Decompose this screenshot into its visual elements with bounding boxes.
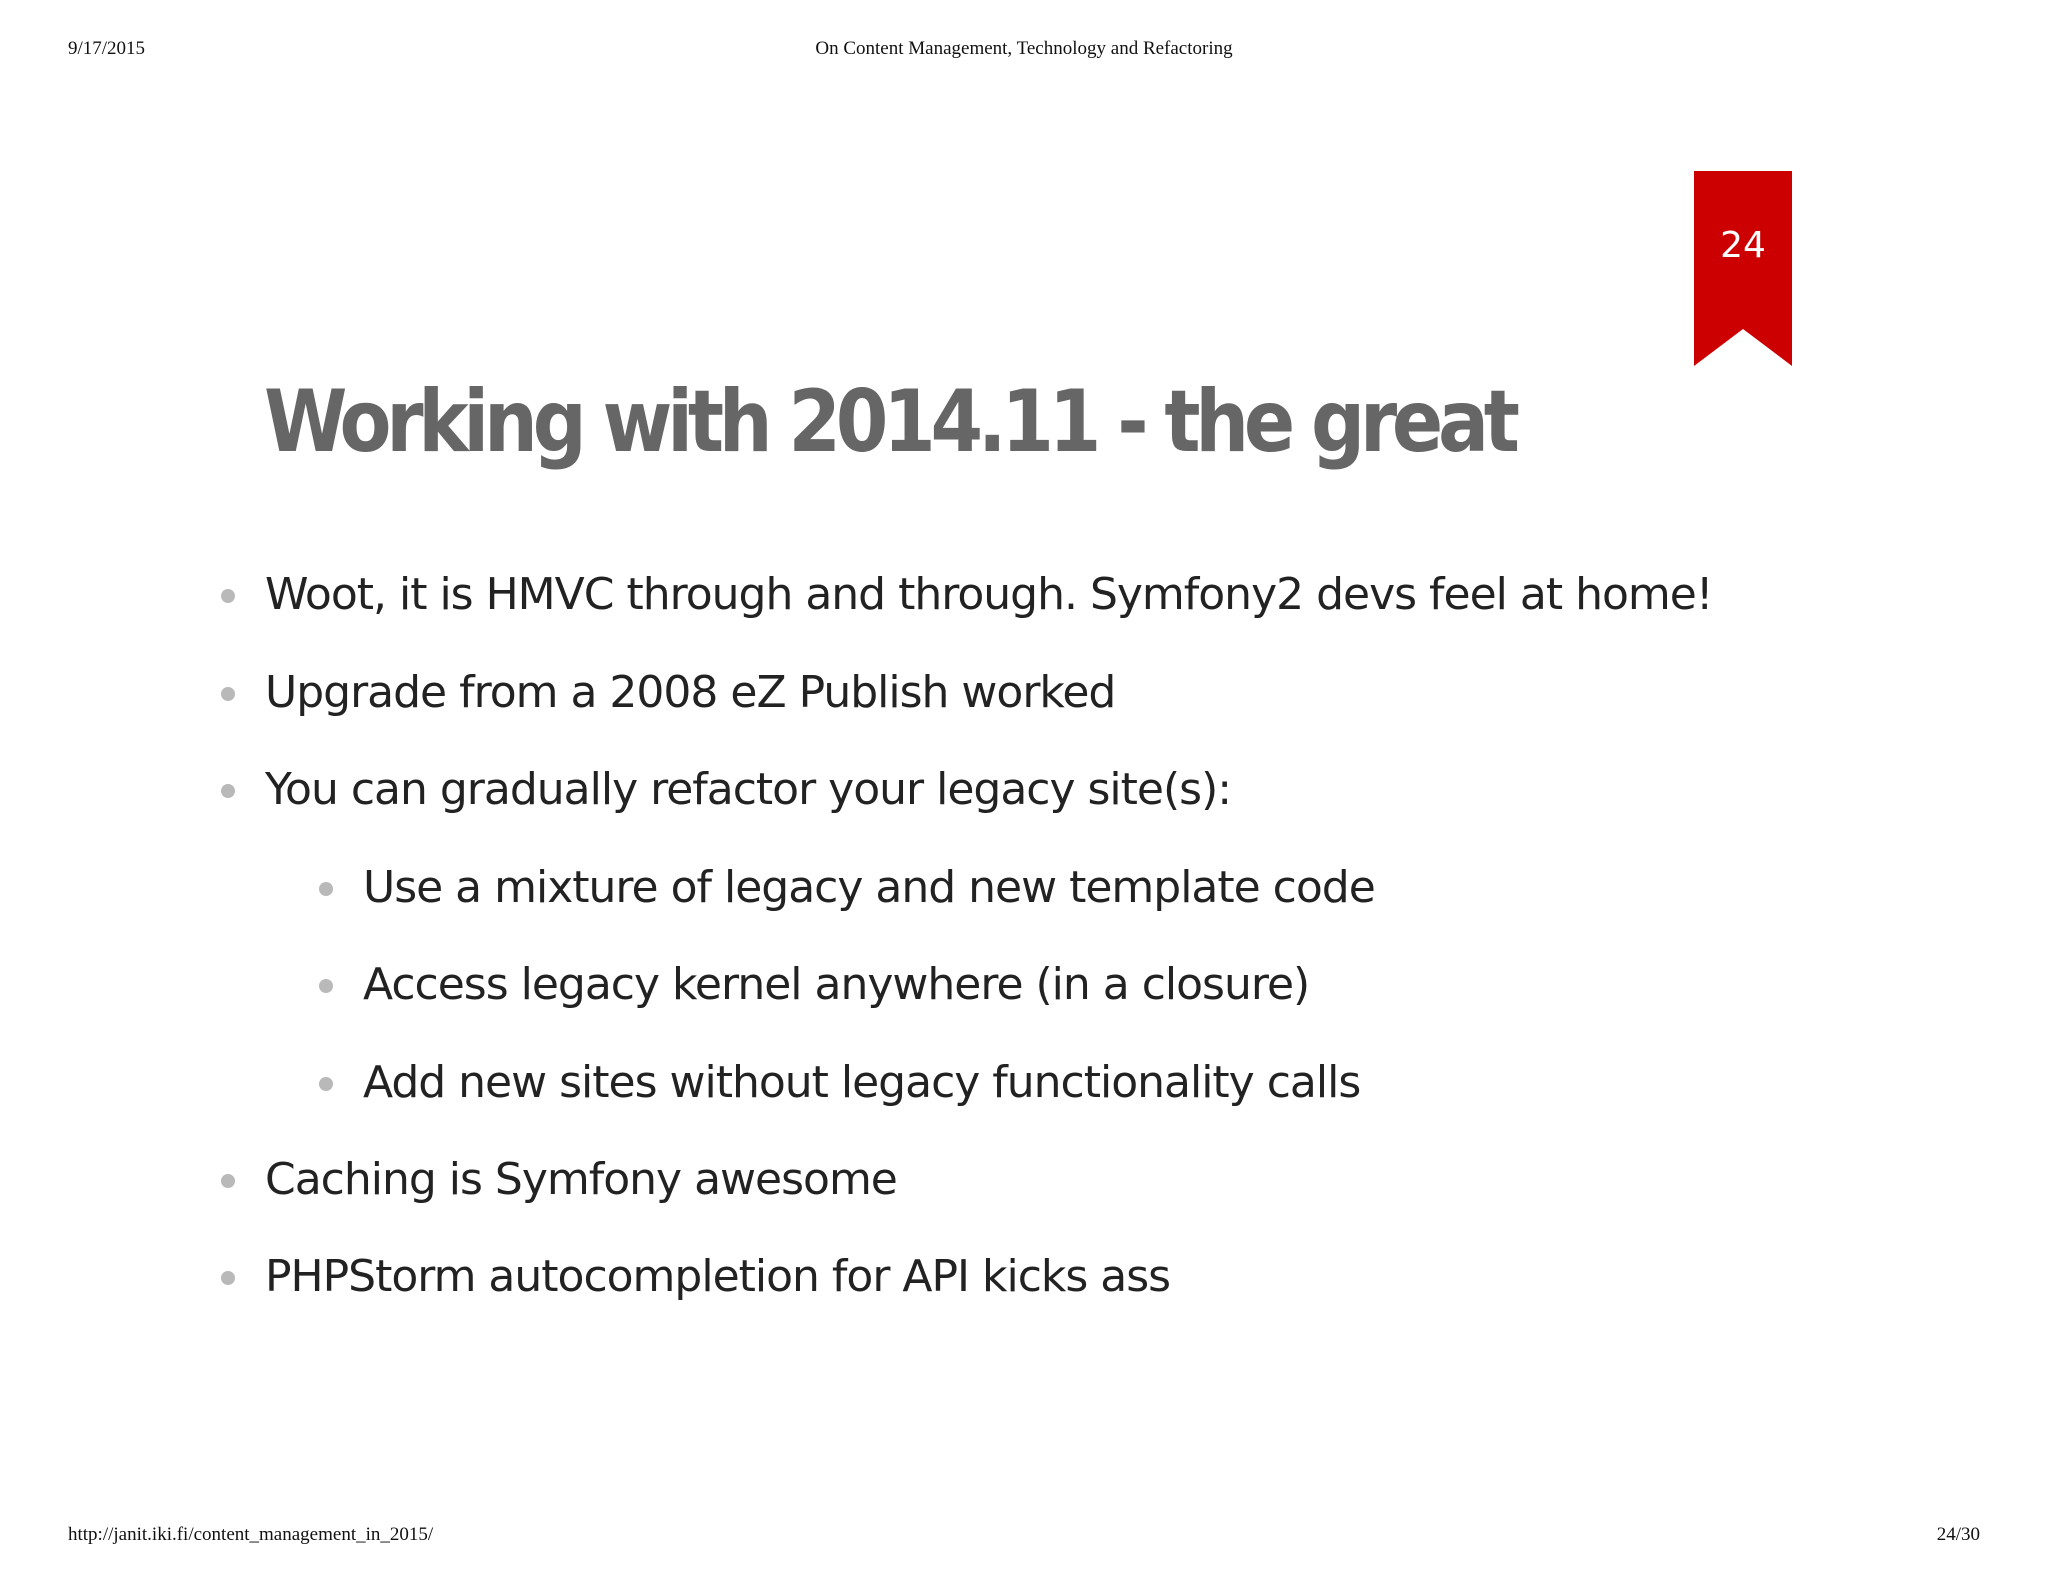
bullet-item — [265, 663, 1115, 723]
bullet-dot-icon — [221, 687, 235, 701]
bullet-text: Caching is Symfony awesome — [265, 1154, 897, 1205]
bullet-dot-icon — [319, 979, 333, 993]
print-footer — [68, 1524, 1980, 1550]
print-document-title: On Content Management, Technology and Refactoring — [815, 38, 1233, 59]
bullet-dot-icon — [221, 589, 235, 603]
bullet-dot-icon — [221, 1271, 235, 1285]
bullet-text: Add new sites without legacy functionality calls — [363, 1057, 1361, 1108]
print-url: http://janit.iki.fi/content_management_in_2015/ — [68, 1524, 434, 1545]
bullet-dot-icon — [221, 1174, 235, 1188]
slide-number-bookmark — [1694, 171, 1792, 366]
slide-title: Working with 2014.11 - the great — [264, 372, 1515, 472]
bullet-dot-icon — [319, 1077, 333, 1091]
bullet-dot-icon — [319, 882, 333, 896]
slide-number: 24 — [1720, 225, 1766, 266]
bullet-text: Use a mixture of legacy and new template code — [363, 862, 1375, 913]
sub-bullet-item — [363, 955, 1309, 1015]
print-page-count: 24/30 — [1936, 1524, 1980, 1545]
sub-bullet-item — [363, 858, 1375, 918]
bullet-text: PHPStorm autocompletion for API kicks ass — [265, 1251, 1171, 1302]
bullet-text: Woot, it is HMVC through and through. Symfony2 devs feel at home! — [265, 569, 1713, 620]
print-header — [68, 38, 1980, 64]
bullet-text: Access legacy kernel anywhere (in a closure) — [363, 959, 1310, 1010]
sub-bullet-item — [363, 1053, 1360, 1113]
bullet-item — [265, 1247, 1170, 1307]
bullet-dot-icon — [221, 784, 235, 798]
bullet-item — [265, 760, 1231, 820]
bullet-item — [265, 1150, 897, 1210]
bullet-text: Upgrade from a 2008 eZ Publish worked — [265, 667, 1116, 718]
bookmark-ribbon-icon — [1694, 171, 1792, 366]
bullet-text: You can gradually refactor your legacy site(s): — [265, 764, 1232, 815]
bullet-item — [265, 565, 1712, 625]
print-date: 9/17/2015 — [68, 38, 146, 59]
